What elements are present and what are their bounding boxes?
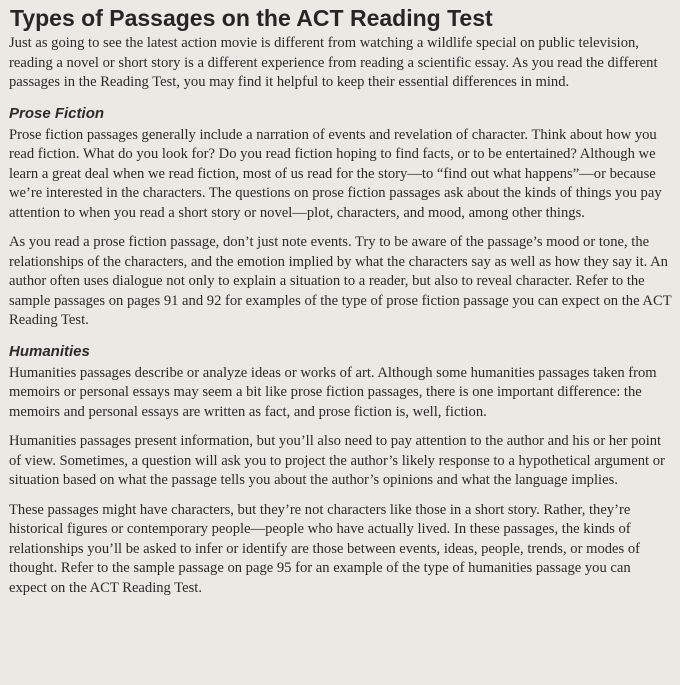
intro-paragraph: Just as going to see the latest action movie is different from watching a wildlife special on public television, reading a novel or short story is a different experience from reading a scientific essay. As you read the different passages in the Reading Test, you may find it helpful to keep their essential differences in mind. bbox=[9, 35, 658, 90]
page-title: Types of Passages on the ACT Reading Test bbox=[10, 5, 493, 31]
prose-fiction-paragraph-1: Prose fiction passages generally include a narration of events and revelation of character. Think about how you read fiction. What do you look for? Do you read fiction hoping to find facts, or to be entertained? Although we learn a great deal when we read fiction, most of us read for the story—to “find out what happens”—or because we’re interested in the characters. The questions on prose fiction passages ask about the kinds of things you pay attention to when you read a short story or novel—plot, characters, and mood, among other things. bbox=[9, 126, 662, 221]
humanities-paragraph-1: Humanities passages describe or analyze ideas or works of art. Although some humanities passages taken from memoirs or personal essays may seem a bit like prose fiction passages, there is one important difference: the memoirs and personal essays are written as fact, and prose fiction is, well, fiction. bbox=[9, 364, 657, 420]
humanities-paragraph-2: Humanities passages present information, but you’ll also need to pay attention to the author and his or her point of view. Sometimes, a question will ask you to project the author’s likely response to a hypothetical argument or situation based on what the passage tells you about the author’s opinions and what the language implies. bbox=[9, 433, 665, 488]
section-heading-humanities: Humanities bbox=[9, 342, 90, 360]
prose-fiction-paragraph-2: As you read a prose fiction passage, don’t just note events. Try to be aware of the passage’s mood or tone, the relationships of the characters, and the emotion implied by what the characters say as well as how they say it. An author often uses dialogue not only to explain a situation to a reader, but also to reveal character. Refer to the sample passages on pages 91 and 92 for examples of the type of prose fiction passage you can expect on the ACT Reading Test. bbox=[9, 234, 672, 328]
humanities-paragraph-3: These passages might have characters, but they’re not characters like those in a short story. Rather, they’re historical figures or contemporary people—people who have actually lived. In these passages, the kinds of relationships you’ll be asked to infer or identify are those between events, ideas, people, trends, or modes of thought. Refer to the sample passage on page 95 for an example of the type of humanities passage you can expect on the ACT Reading Test. bbox=[9, 501, 640, 596]
section-heading-prose-fiction: Prose Fiction bbox=[9, 104, 105, 122]
